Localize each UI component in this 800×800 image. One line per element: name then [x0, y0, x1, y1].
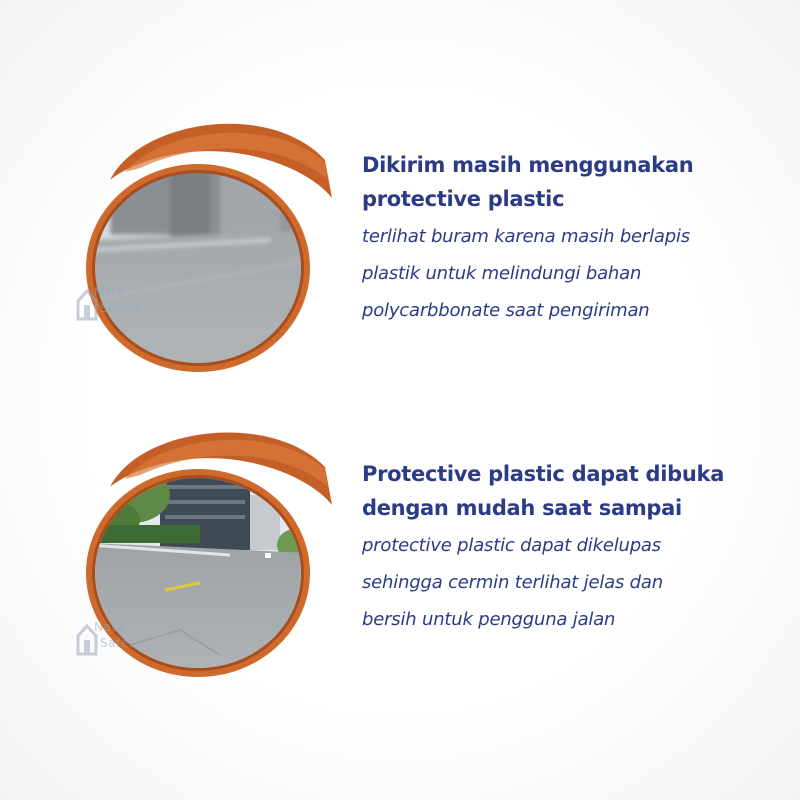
- panel-2-description: [362, 527, 782, 638]
- watermark: [76, 285, 166, 325]
- panel-1-description: [362, 218, 782, 329]
- panel-1-text: [362, 148, 782, 329]
- convex-mirror-icon: [70, 100, 350, 400]
- watermark: [76, 620, 166, 660]
- desc-line: bersih untuk pengguna jalan: [362, 609, 616, 630]
- blurred-mirror-image: [70, 100, 350, 400]
- product-panel-2: [0, 415, 800, 745]
- product-panel-1: [0, 100, 800, 430]
- convex-mirror-icon: [70, 415, 350, 715]
- desc-line: plastik untuk melindungi bahan: [362, 263, 642, 284]
- title-line: Dikirim masih menggunakan: [362, 153, 694, 177]
- desc-line: polycarbbonate saat pengiriman: [362, 300, 650, 321]
- desc-line: terlihat buram karena masih berlapis: [362, 226, 690, 247]
- watermark-text-2: Safety: [100, 301, 142, 315]
- desc-line: protective plastic dapat dikelupas: [362, 535, 661, 556]
- panel-1-title: [362, 148, 782, 216]
- title-line: dengan mudah saat sampai: [362, 496, 682, 520]
- watermark-text-1: Nata: [94, 620, 125, 634]
- title-line: Protective plastic dapat dibuka: [362, 462, 725, 486]
- title-line: protective plastic: [362, 187, 565, 211]
- watermark-text-2: Safety: [100, 636, 142, 650]
- desc-line: sehingga cermin terlihat jelas dan: [362, 572, 663, 593]
- panel-2-text: [362, 457, 782, 638]
- clear-mirror-image: [70, 415, 350, 715]
- watermark-text-1: Nata: [94, 285, 125, 299]
- panel-2-title: [362, 457, 782, 525]
